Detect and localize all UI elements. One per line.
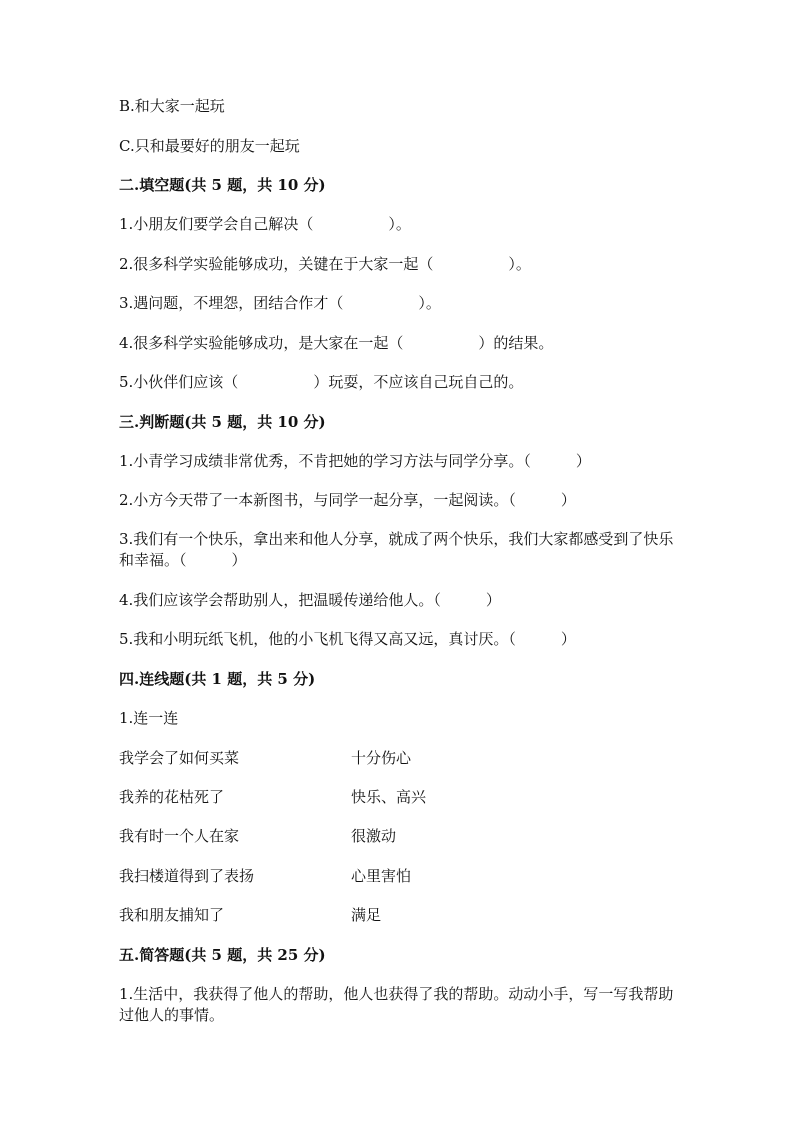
fill-blank-item-1: 1.小朋友们要学会自己解决（ ）。 (119, 215, 411, 233)
option-c: C.只和最要好的朋友一起玩 (119, 137, 300, 155)
option-b: B.和大家一起玩 (119, 97, 225, 115)
section-title-fill-blank: 二.填空题(共 5 题，共 10 分) (119, 176, 326, 194)
true-false-item-4: 4.我们应该学会帮助别人，把温暖传递给他人。（ ） (119, 591, 501, 609)
section-title-true-false: 三.判断题(共 5 题，共 10 分) (119, 413, 326, 431)
true-false-item-1: 1.小青学习成绩非常优秀，不肯把她的学习方法与同学分享。（ ） (119, 452, 591, 470)
matching-left-3: 我有时一个人在家 (119, 827, 240, 845)
matching-left-5: 我和朋友捕知了 (119, 906, 225, 924)
section-title-short-answer: 五.简答题(共 5 题，共 25 分) (119, 946, 326, 964)
fill-blank-item-3: 3.遇问题，不埋怨，团结合作才（ ）。 (119, 294, 441, 312)
matching-left-4: 我扫楼道得到了表扬 (119, 867, 255, 885)
true-false-item-5: 5.我和小明玩纸飞机，他的小飞机飞得又高又远，真讨厌。（ ） (119, 630, 576, 648)
fill-blank-item-4: 4.很多科学实验能够成功，是大家在一起（ ）的结果。 (119, 334, 554, 352)
matching-right-4: 心里害怕 (351, 867, 412, 885)
matching-right-5: 满足 (351, 906, 382, 924)
matching-right-2: 快乐、高兴 (351, 788, 427, 806)
true-false-item-3: 3.我们有一个快乐，拿出来和他人分享，就成了两个快乐，我们大家都感受到了快乐和幸福。（ ） (119, 530, 674, 569)
matching-right-1: 十分伤心 (351, 749, 412, 767)
matching-left-1: 我学会了如何买菜 (119, 749, 240, 767)
true-false-item-2: 2.小方今天带了一本新图书，与同学一起分享，一起阅读。（ ） (119, 491, 576, 509)
short-answer-item-1: 1.生活中，我获得了他人的帮助，他人也获得了我的帮助。动动小手，写一写我帮助过他人的事情。 (119, 985, 674, 1024)
matching-right-3: 很激动 (351, 827, 397, 845)
matching-left-2: 我养的花枯死了 (119, 788, 225, 806)
fill-blank-item-2: 2.很多科学实验能够成功，关键在于大家一起（ ）。 (119, 255, 531, 273)
fill-blank-item-5: 5.小伙伴们应该（ ）玩耍，不应该自己玩自己的。 (119, 373, 524, 391)
matching-question: 1.连一连 (119, 709, 179, 727)
section-title-matching: 四.连线题(共 1 题，共 5 分) (119, 670, 316, 688)
